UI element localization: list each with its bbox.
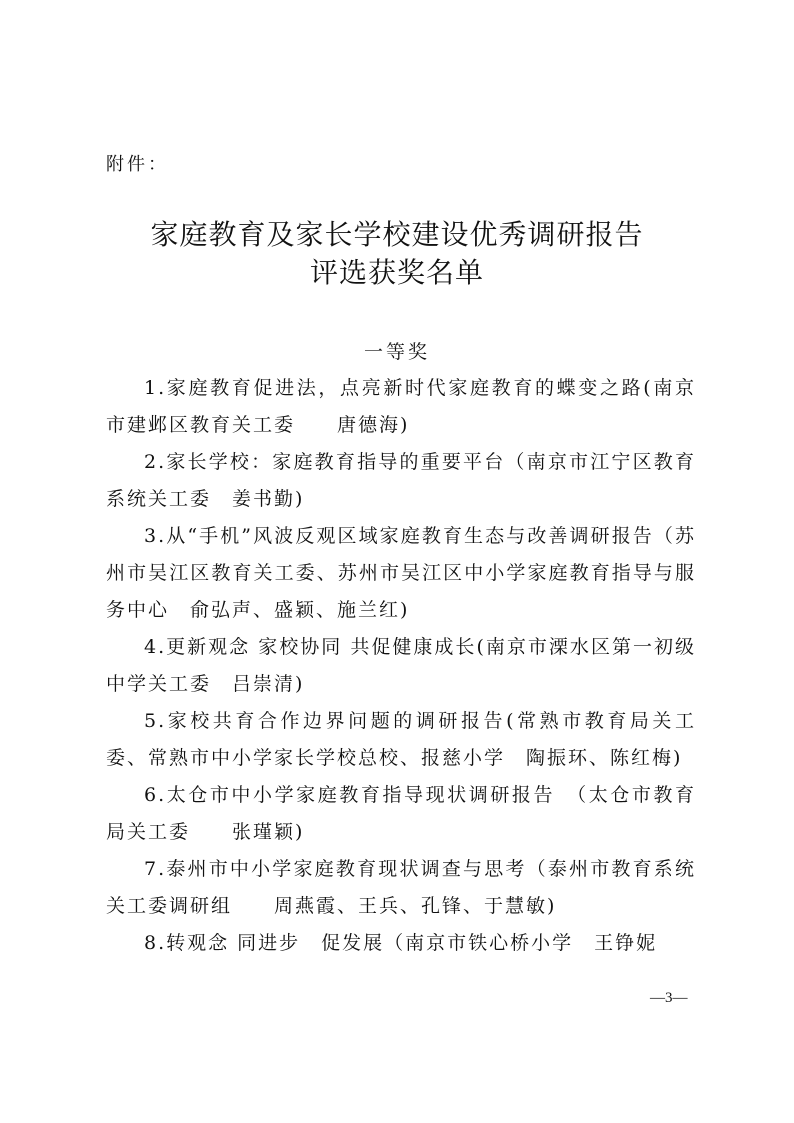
- award-item-5: 5.家校共育合作边界问题的调研报告(常熟市教育局关工委、常熟市中小学家长学校总校、报慈小学 陶振环、陈红梅): [106, 710, 696, 769]
- document-title-line-2: 评选获奖名单: [309, 256, 484, 289]
- document-title-line-1: 家庭教育及家长学校建设优秀调研报告: [150, 218, 644, 251]
- award-item-4: 4.更新观念 家校协同 共促健康成长(南京市溧水区第一初级中学关工委 吕崇清): [106, 636, 696, 695]
- award-item-7: 7.泰州市中小学家庭教育现状调查与思考（泰州市教育系统关工委调研组 周燕霞、王兵、孔锋、于慧敏): [106, 858, 696, 917]
- page-number: —3—: [650, 990, 688, 1006]
- attachment-label: 附件：: [106, 154, 169, 175]
- award-item-6: 6.太仓市中小学家庭教育指导现状调研报告 （太仓市教育局关工委 张瑾颖): [106, 784, 696, 843]
- section-heading-first-prize: 一等奖: [363, 341, 430, 363]
- award-item-1: 1.家庭教育促进法，点亮新时代家庭教育的蝶变之路(南京市建邺区教育关工委 唐德海): [106, 377, 696, 436]
- award-item-2: 2.家长学校：家庭教育指导的重要平台（南京市江宁区教育系统关工委 姜书勤): [106, 451, 696, 510]
- award-item-3: 3.从“手机”风波反观区域家庭教育生态与改善调研报告（苏州市吴江区教育关工委、苏州市吴江区中小学家庭教育指导与服务中心 俞弘声、盛颖、施兰红): [106, 525, 696, 621]
- award-item-8: 8.转观念 同进步 促发展（南京市铁心桥小学 王铮妮: [144, 932, 658, 954]
- award-list: [106, 370, 696, 962]
